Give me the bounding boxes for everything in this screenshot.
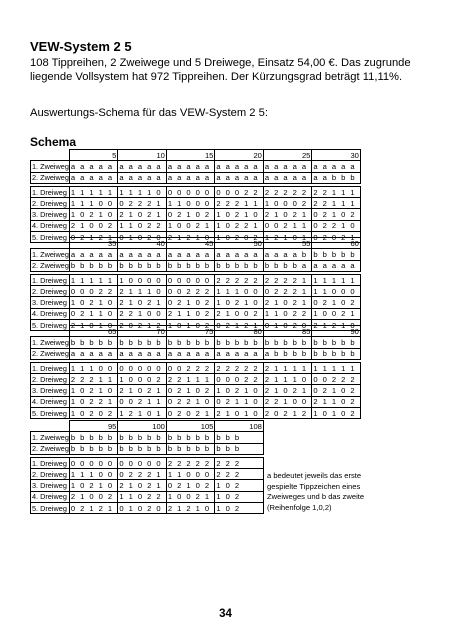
tip-group: 2 1 2 1 0 <box>166 503 215 514</box>
tip-group: a a a a a <box>69 161 118 172</box>
tip-group: a a a a a <box>166 172 215 183</box>
tip-group: 0 2 2 2 1 <box>118 198 167 209</box>
schema-table <box>30 237 361 331</box>
tip-group: 1 1 0 0 0 <box>166 469 215 480</box>
column-number: 75 <box>166 326 215 337</box>
tip-group: 2 1 1 1 1 <box>263 362 312 373</box>
schema-intro: Auswertungs-Schema für das VEW-System 2 5: <box>30 107 268 119</box>
schema-row <box>31 286 361 297</box>
tip-group: 0 1 0 2 0 <box>263 320 312 331</box>
system-description: 108 Tippreihen, 2 Zweiwege und 5 Dreiwege, Einsatz 54,00 €. Das zugrunde liegende Vollsystem hat 972 Tippreihen. Der Kürzungsgrad beträgt 11,11%. <box>30 57 411 83</box>
tip-group: 2 2 1 1 1 <box>166 374 215 385</box>
tip-group: 0 0 0 0 0 <box>166 186 215 197</box>
tip-group: a a a a a <box>215 161 264 172</box>
schema-row <box>31 186 361 197</box>
tip-group: 1 0 2 <box>215 480 264 491</box>
tip-group: 2 1 1 0 2 <box>166 308 215 319</box>
row-label: 5. Dreiweg <box>31 232 70 243</box>
tip-group: b b b b b <box>118 443 167 454</box>
schema-row <box>31 480 264 491</box>
tip-group: a a a a a <box>166 348 215 359</box>
schema-row <box>31 491 264 502</box>
row-label: 4. Dreiweg <box>31 220 70 231</box>
tip-group: 0 0 0 2 2 <box>69 286 118 297</box>
tip-group: a a a a a <box>166 249 215 260</box>
column-number: 50 <box>215 238 264 249</box>
column-number: 60 <box>312 238 361 249</box>
tip-group: a a a a a <box>166 161 215 172</box>
tip-group: 0 0 2 2 2 <box>166 286 215 297</box>
tip-group: 2 1 1 1 0 <box>118 286 167 297</box>
schema-table <box>30 149 361 243</box>
tip-group: b b b b b <box>69 337 118 348</box>
tip-group: 1 0 2 0 2 <box>215 232 264 243</box>
tip-group: 1 1 0 2 2 <box>263 308 312 319</box>
tip-group: 1 0 1 0 2 <box>166 320 215 331</box>
tip-group: b b b b b <box>118 260 167 271</box>
tip-group: 0 2 1 2 1 <box>69 232 118 243</box>
tip-group: 2 2 2 2 2 <box>166 457 215 468</box>
tip-group: 2 1 0 1 0 <box>215 408 264 419</box>
tip-group: 2 2 1 1 1 <box>312 186 361 197</box>
tip-group: 1 1 0 0 0 <box>166 198 215 209</box>
tip-group: 2 1 0 0 2 <box>69 220 118 231</box>
row-label: 1. Zweiweg <box>32 337 69 347</box>
tip-group: a a a a a <box>215 348 264 359</box>
schema-row <box>31 443 264 454</box>
schema-row <box>31 220 361 231</box>
tip-group: b b b b b <box>118 432 167 443</box>
tip-group: b b b b b <box>69 432 118 443</box>
tip-group: 2 1 0 2 1 <box>263 297 312 308</box>
row-label: 2. Dreiweg <box>31 286 70 297</box>
schema-table <box>30 420 264 514</box>
tip-group: 2 1 1 0 2 <box>312 396 361 407</box>
row-label: 2. Dreiweg <box>31 198 70 209</box>
tip-group: 1 1 1 0 0 <box>215 286 264 297</box>
tip-group: 2 1 2 1 0 <box>312 320 361 331</box>
tip-group: 2 1 2 1 0 <box>166 232 215 243</box>
tip-group: b b b b b <box>312 337 361 348</box>
tip-group: b b b b a <box>263 260 312 271</box>
row-label: 1. Dreiweg <box>31 457 70 468</box>
tip-group: a a a a a <box>69 348 118 359</box>
tip-group: b b b b b <box>215 260 264 271</box>
tip-group: 0 1 0 2 0 <box>118 232 167 243</box>
schema-block-4 <box>30 420 264 514</box>
row-label: 1. Zweiweg <box>32 161 69 171</box>
tip-group: 1 0 2 2 1 <box>215 220 264 231</box>
schema-row <box>31 172 361 183</box>
tip-group: 2 2 1 1 1 <box>312 198 361 209</box>
row-label: 3. Dreiweg <box>31 209 70 220</box>
tip-group: 0 2 0 2 1 <box>312 232 361 243</box>
tip-group: 2 2 2 <box>215 469 264 480</box>
column-number: 80 <box>215 326 264 337</box>
tip-group: 0 2 2 1 0 <box>166 396 215 407</box>
schema-block-2 <box>30 237 361 331</box>
tip-group: 0 2 0 2 1 <box>166 408 215 419</box>
schema-row <box>31 385 361 396</box>
schema-row <box>31 374 361 385</box>
tip-group: 0 0 0 0 0 <box>118 457 167 468</box>
tip-group: b b b b b <box>69 260 118 271</box>
schema-row <box>31 297 361 308</box>
tip-group: a a b b b <box>312 172 361 183</box>
tip-group: a a a a a <box>118 348 167 359</box>
column-number: 35 <box>69 238 118 249</box>
row-label: 2. Dreiweg <box>31 469 70 480</box>
tip-group: a a a a a <box>215 172 264 183</box>
tip-group: 1 1 1 0 0 <box>69 198 118 209</box>
tip-group: 0 2 1 1 0 <box>69 308 118 319</box>
tip-group: 0 2 1 1 0 <box>215 396 264 407</box>
row-label: 5. Dreiweg <box>31 408 70 419</box>
tip-group: 0 2 2 2 1 <box>263 286 312 297</box>
schema-row <box>31 348 361 359</box>
tip-group: 1 0 2 1 0 <box>215 297 264 308</box>
tip-group: b b b b b <box>215 337 264 348</box>
tip-group: 1 0 2 0 2 <box>69 408 118 419</box>
tip-group: 1 0 0 2 1 <box>166 491 215 502</box>
tip-group: 0 2 1 0 2 <box>312 209 361 220</box>
schema-table <box>30 325 361 419</box>
column-number: 108 <box>215 421 264 432</box>
tip-group: 0 2 1 2 1 <box>69 503 118 514</box>
column-number: 5 <box>69 150 118 161</box>
tip-group: 1 1 0 2 2 <box>118 220 167 231</box>
tip-group: 2 1 1 1 0 <box>263 374 312 385</box>
schema-block-3 <box>30 325 361 419</box>
column-number: 70 <box>118 326 167 337</box>
row-label: 3. Dreiweg <box>31 385 70 396</box>
tip-group: 0 2 1 0 2 <box>166 297 215 308</box>
tip-group: 1 1 1 1 0 <box>118 186 167 197</box>
row-label: 2. Zweiweg <box>32 173 69 183</box>
tip-group: b b b b b <box>263 337 312 348</box>
legend-note: a bedeutet jeweils das erste gespielte Tippzeichen eines Zweiweges und b das zweite (Reihenfolge 1,0,2) <box>267 471 365 512</box>
tip-group: 2 0 2 1 2 <box>118 320 167 331</box>
column-number: 85 <box>263 326 312 337</box>
tip-group: 1 0 1 0 2 <box>312 408 361 419</box>
tip-group: 0 0 0 0 0 <box>118 362 167 373</box>
tip-group: a a a a a <box>312 260 361 271</box>
column-number: 65 <box>69 326 118 337</box>
row-label: 4. Dreiweg <box>31 308 70 319</box>
row-label: 2. Zweiweg <box>32 261 69 271</box>
tip-group: a a a a a <box>69 172 118 183</box>
row-label: 5. Dreiweg <box>31 320 70 331</box>
tip-group: a a a a a <box>118 161 167 172</box>
tip-group: 2 1 0 2 1 <box>263 385 312 396</box>
schema-row <box>31 337 361 348</box>
column-number: 100 <box>118 421 167 432</box>
tip-group: 1 0 0 0 2 <box>263 198 312 209</box>
tip-group: 0 0 2 1 1 <box>263 220 312 231</box>
tip-group: a a a a a <box>215 249 264 260</box>
schema-row <box>31 503 264 514</box>
column-number: 95 <box>69 421 118 432</box>
tip-group: 2 2 2 1 1 <box>215 198 264 209</box>
tip-group: 0 0 0 0 0 <box>166 274 215 285</box>
tip-group: 2 2 2 2 2 <box>215 362 264 373</box>
row-label: 2. Dreiweg <box>31 374 70 385</box>
column-number: 90 <box>312 326 361 337</box>
schema-row <box>31 432 264 443</box>
tip-group: 2 0 2 1 2 <box>263 408 312 419</box>
tip-group: a a a a a <box>263 161 312 172</box>
row-label: 1. Dreiweg <box>31 274 70 285</box>
tip-group: 0 0 2 1 1 <box>118 396 167 407</box>
schema-row <box>31 362 361 373</box>
column-number: 55 <box>263 238 312 249</box>
tip-group: b b b b b <box>166 260 215 271</box>
row-label: 3. Dreiweg <box>31 297 70 308</box>
schema-row <box>31 198 361 209</box>
column-number: 15 <box>166 150 215 161</box>
tip-group: 1 1 0 2 2 <box>118 491 167 502</box>
tip-group: 2 1 0 2 1 <box>263 209 312 220</box>
tip-group: b b b b b <box>312 249 361 260</box>
row-label: 1. Dreiweg <box>31 186 70 197</box>
tip-group: 2 1 0 1 0 <box>69 320 118 331</box>
tip-group: 0 2 1 0 2 <box>166 209 215 220</box>
row-label: 1. Dreiweg <box>31 362 70 373</box>
column-number: 30 <box>312 150 361 161</box>
tip-group: a a a a a <box>69 249 118 260</box>
schema-row <box>31 161 361 172</box>
tip-group: 2 1 0 0 2 <box>215 308 264 319</box>
tip-group: 0 2 1 0 2 <box>166 385 215 396</box>
tip-group: 1 0 0 0 0 <box>118 274 167 285</box>
tip-group: 0 0 0 2 2 <box>215 374 264 385</box>
tip-group: 1 1 1 1 1 <box>312 362 361 373</box>
tip-group: 0 2 1 0 2 <box>166 480 215 491</box>
tip-group: 0 0 2 2 2 <box>312 374 361 385</box>
tip-group: 1 1 1 1 1 <box>69 274 118 285</box>
tip-group: b b b b b <box>166 337 215 348</box>
tip-group: 1 0 0 2 1 <box>166 220 215 231</box>
tip-group: 1 0 2 1 0 <box>69 480 118 491</box>
row-label: 4. Dreiweg <box>31 396 70 407</box>
tip-group: 0 2 1 0 2 <box>312 385 361 396</box>
row-label: 5. Dreiweg <box>31 503 70 514</box>
page-number: 34 <box>219 608 232 620</box>
tip-group: 2 2 2 1 1 <box>69 374 118 385</box>
tip-group: 2 2 2 2 1 <box>263 274 312 285</box>
tip-group: 0 2 1 2 1 <box>215 320 264 331</box>
tip-group: 1 0 2 1 0 <box>69 385 118 396</box>
tip-group: 0 0 2 2 2 <box>166 362 215 373</box>
schema-row <box>31 457 264 468</box>
tip-group: a b b b b <box>263 348 312 359</box>
tip-group: 1 0 0 2 1 <box>312 308 361 319</box>
schema-row <box>31 209 361 220</box>
tip-group: b b b <box>215 443 264 454</box>
schema-row <box>31 469 264 480</box>
tip-group: a a a a b <box>263 249 312 260</box>
schema-row <box>31 274 361 285</box>
tip-group: b b b <box>215 432 264 443</box>
tip-group: 2 1 0 2 1 <box>118 480 167 491</box>
row-label: 3. Dreiweg <box>31 480 70 491</box>
tip-group: 2 2 1 0 0 <box>118 308 167 319</box>
tip-group: 1 1 1 1 1 <box>69 186 118 197</box>
tip-group: b b b b b <box>118 337 167 348</box>
row-label: 2. Zweiweg <box>32 444 69 454</box>
schema-row <box>31 249 361 260</box>
tip-group: 1 1 1 0 0 <box>69 362 118 373</box>
tip-group: 0 1 0 2 0 <box>118 503 167 514</box>
tip-group: a a a a a <box>263 172 312 183</box>
tip-group: 1 0 2 1 0 <box>215 209 264 220</box>
column-number: 25 <box>263 150 312 161</box>
tip-group: a a a a a <box>312 161 361 172</box>
tip-group: 0 2 1 0 2 <box>312 297 361 308</box>
schema-block-1 <box>30 149 361 243</box>
tip-group: 2 2 2 2 2 <box>263 186 312 197</box>
tip-group: b b b b b <box>69 443 118 454</box>
tip-group: b b b b b <box>166 432 215 443</box>
row-label: 1. Zweiweg <box>32 249 69 259</box>
column-number: 105 <box>166 421 215 432</box>
tip-group: 1 0 2 2 1 <box>69 396 118 407</box>
schema-row <box>31 408 361 419</box>
schema-row <box>31 308 361 319</box>
tip-group: 2 1 0 2 1 <box>118 297 167 308</box>
column-number: 20 <box>215 150 264 161</box>
tip-group: 0 2 2 1 0 <box>312 220 361 231</box>
column-number: 40 <box>118 238 167 249</box>
tip-group: 2 1 0 0 2 <box>69 491 118 502</box>
tip-group: 2 2 2 <box>215 457 264 468</box>
tip-group: 1 2 1 0 1 <box>118 408 167 419</box>
tip-group: a a a a a <box>118 249 167 260</box>
tip-group: 0 0 0 0 0 <box>69 457 118 468</box>
tip-group: 1 0 2 1 0 <box>215 385 264 396</box>
row-label: 1. Zweiweg <box>32 432 69 442</box>
tip-group: b b b b b <box>312 348 361 359</box>
schema-row <box>31 396 361 407</box>
tip-group: a a a a a <box>118 172 167 183</box>
tip-group: 1 1 1 0 0 <box>69 469 118 480</box>
tip-group: 1 1 0 0 0 <box>312 286 361 297</box>
column-number: 45 <box>166 238 215 249</box>
tip-group: 2 1 0 2 1 <box>118 209 167 220</box>
column-number: 10 <box>118 150 167 161</box>
schema-heading: Schema <box>30 135 77 149</box>
tip-group: b b b b b <box>166 443 215 454</box>
row-label: 4. Dreiweg <box>31 491 70 502</box>
tip-group: 1 0 2 1 0 <box>69 209 118 220</box>
tip-group: 2 2 1 0 0 <box>263 396 312 407</box>
tip-group: 1 0 2 <box>215 503 264 514</box>
tip-group: 1 2 1 0 1 <box>263 232 312 243</box>
tip-group: 1 0 0 0 2 <box>118 374 167 385</box>
tip-group: 1 1 1 1 1 <box>312 274 361 285</box>
tip-group: 0 0 0 2 2 <box>215 186 264 197</box>
tip-group: 0 2 2 2 1 <box>118 469 167 480</box>
tip-group: 1 0 2 1 0 <box>69 297 118 308</box>
row-label: 2. Zweiweg <box>32 349 69 359</box>
tip-group: 1 0 2 <box>215 491 264 502</box>
page-title: VEW-System 2 5 <box>30 39 132 54</box>
tip-group: 2 2 2 2 2 <box>215 274 264 285</box>
tip-group: 2 1 0 2 1 <box>118 385 167 396</box>
schema-row <box>31 260 361 271</box>
